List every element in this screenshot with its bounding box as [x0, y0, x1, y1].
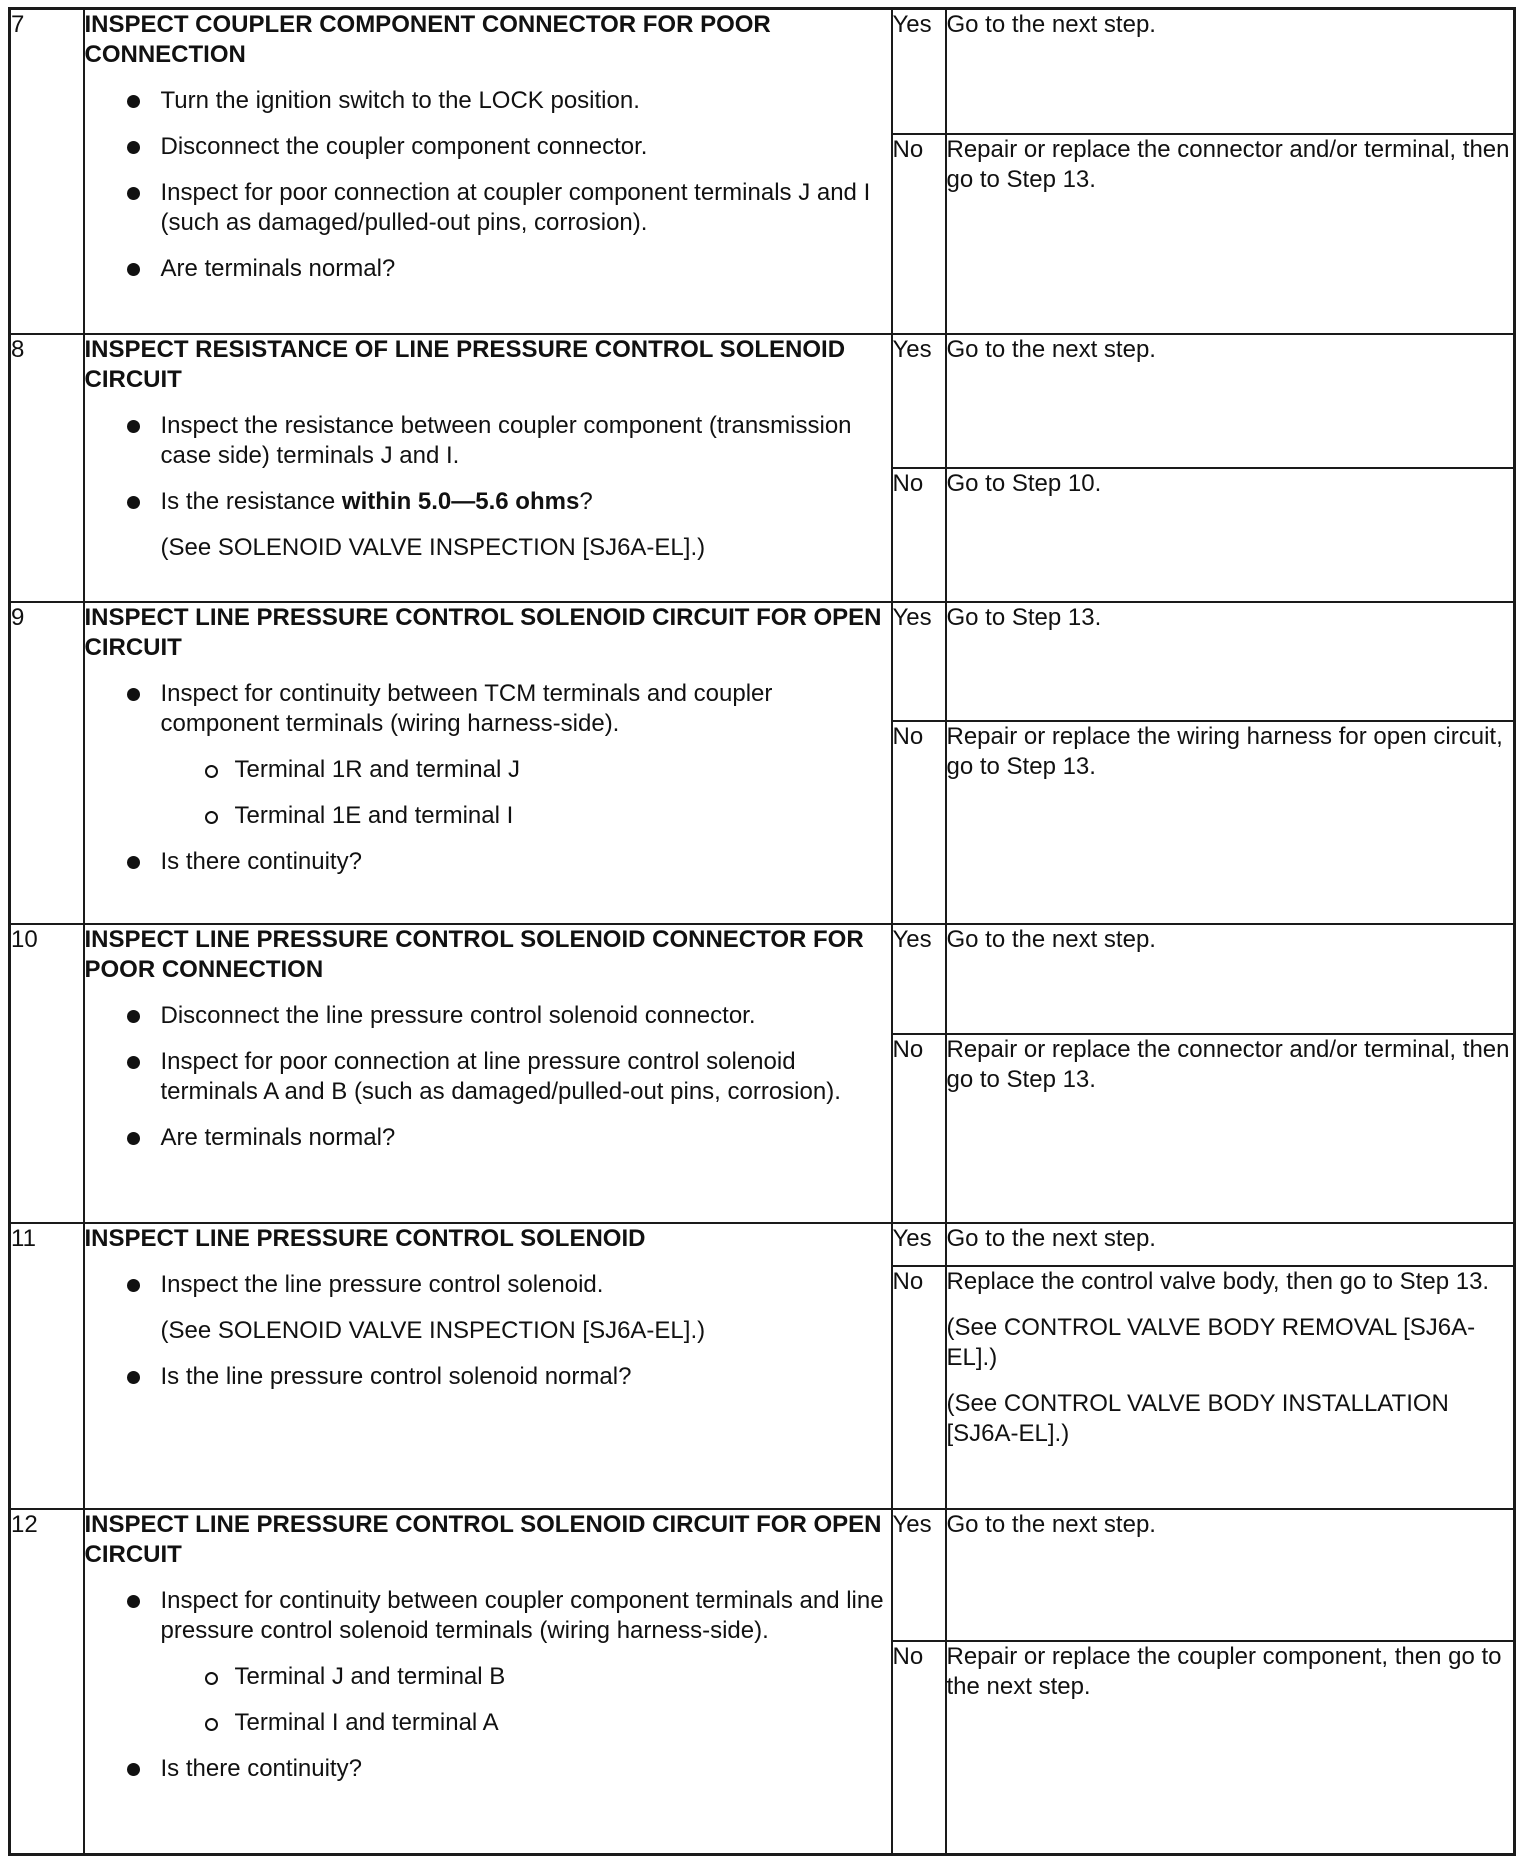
bullet-item: Are terminals normal? — [85, 1123, 891, 1153]
no-result: Repair or replace the wiring harness for open circuit, go to Step 13. — [946, 721, 1515, 924]
no-label: No — [892, 721, 946, 924]
step-9-yes-row — [10, 602, 1515, 721]
no-label: No — [892, 1641, 946, 1855]
step-12-yes-row — [10, 1509, 1515, 1641]
yes-result: Go to the next step. — [946, 1223, 1515, 1266]
bullet-item: Disconnect the coupler component connector. — [85, 132, 891, 162]
step-11-action — [84, 1223, 892, 1509]
sub-bullet-item: Terminal 1E and terminal I — [85, 801, 891, 831]
sub-bullet-item: Terminal 1R and terminal J — [85, 755, 891, 785]
bullet-item: Inspect for poor connection at line pressure control solenoid terminals A and B (such as damaged/pulled-out pins, corrosion). — [85, 1047, 891, 1107]
no-result: Repair or replace the coupler component, then go to the next step. — [946, 1641, 1515, 1855]
yes-result: Go to Step 13. — [946, 602, 1515, 721]
no-result: Repair or replace the connector and/or terminal, then go to Step 13. — [946, 1034, 1515, 1223]
step-number: 7 — [10, 9, 84, 334]
diagnostic-procedure-table — [8, 7, 1516, 1856]
yes-label: Yes — [892, 1223, 946, 1266]
reference-note: (See CONTROL VALVE BODY INSTALLATION [SJ6A-EL].) — [946, 1389, 1449, 1447]
no-result: Replace the control valve body, then go to Step 13. — [946, 1267, 1490, 1295]
step-8-yes-row — [10, 334, 1515, 468]
no-label: No — [892, 1034, 946, 1223]
step-7-action — [84, 9, 892, 334]
step-title: INSPECT LINE PRESSURE CONTROL SOLENOID — [84, 1224, 646, 1252]
yes-result: Go to the next step. — [946, 1509, 1515, 1641]
bullet-item: Is there continuity? — [85, 847, 891, 877]
step-number: 9 — [10, 602, 84, 924]
yes-label: Yes — [892, 602, 946, 721]
no-result: Repair or replace the connector and/or terminal, then go to Step 13. — [946, 134, 1515, 334]
step-9-action — [84, 602, 892, 924]
step-11-yes-row — [10, 1223, 1515, 1266]
no-result-list — [946, 1266, 1515, 1509]
yes-label: Yes — [892, 924, 946, 1034]
step-title: INSPECT LINE PRESSURE CONTROL SOLENOID CIRCUIT FOR OPEN CIRCUIT — [84, 1510, 882, 1568]
step-10-action — [84, 924, 892, 1223]
step-number: 12 — [10, 1509, 84, 1855]
bullet-item: Inspect the resistance between coupler component (transmission case side) terminals J and I. — [85, 411, 891, 471]
bullet-item: Are terminals normal? — [85, 254, 891, 284]
step-title: INSPECT LINE PRESSURE CONTROL SOLENOID CONNECTOR FOR POOR CONNECTION — [84, 925, 864, 983]
yes-label: Yes — [892, 334, 946, 468]
reference-note: (See SOLENOID VALVE INSPECTION [SJ6A-EL].) — [160, 1316, 706, 1344]
yes-result: Go to the next step. — [946, 334, 1515, 468]
bullet-text: ? — [579, 487, 593, 515]
bullet-item: Inspect for poor connection at coupler component terminals J and I (such as damaged/pulled-out pins, corrosion). — [85, 178, 891, 238]
step-title: INSPECT LINE PRESSURE CONTROL SOLENOID CIRCUIT FOR OPEN CIRCUIT — [84, 603, 882, 661]
bullet-item: Disconnect the line pressure control solenoid connector. — [85, 1001, 891, 1031]
bullet-item: Is there continuity? — [85, 1754, 891, 1784]
yes-result: Go to the next step. — [946, 9, 1515, 134]
sub-bullet-item: Terminal J and terminal B — [85, 1662, 891, 1692]
bullet-item: Inspect for continuity between coupler component terminals and line pressure control solenoid terminals (wiring harness-side). — [85, 1586, 891, 1646]
step-number: 10 — [10, 924, 84, 1223]
step-title: INSPECT RESISTANCE OF LINE PRESSURE CONTROL SOLENOID CIRCUIT — [84, 335, 846, 393]
bullet-item: Is the line pressure control solenoid normal? — [85, 1362, 891, 1392]
step-number: 11 — [10, 1223, 84, 1509]
step-12-action — [84, 1509, 892, 1855]
step-number: 8 — [10, 334, 84, 602]
yes-label: Yes — [892, 9, 946, 134]
step-title: INSPECT COUPLER COMPONENT CONNECTOR FOR POOR CONNECTION — [84, 11, 771, 68]
step-10-yes-row — [10, 924, 1515, 1034]
no-result: Go to Step 10. — [946, 468, 1515, 602]
bullet-item: Inspect for continuity between TCM terminals and coupler component terminals (wiring harness-side). — [85, 679, 891, 739]
step-7-yes-row — [10, 9, 1515, 134]
bullet-item: Inspect the line pressure control solenoid. — [85, 1270, 891, 1300]
no-label: No — [892, 468, 946, 602]
reference-note: (See SOLENOID VALVE INSPECTION [SJ6A-EL].) — [160, 533, 706, 561]
yes-label: Yes — [892, 1509, 946, 1641]
reference-note: (See CONTROL VALVE BODY REMOVAL [SJ6A-EL].) — [946, 1313, 1476, 1371]
yes-result: Go to the next step. — [946, 924, 1515, 1034]
bullet-item — [85, 487, 891, 517]
bullet-text: Is the resistance — [160, 487, 342, 515]
resistance-spec: within 5.0—5.6 ohms — [341, 487, 580, 515]
bullet-item: Turn the ignition switch to the LOCK position. — [85, 86, 891, 116]
no-label: No — [892, 134, 946, 334]
sub-bullet-item: Terminal I and terminal A — [85, 1708, 891, 1738]
step-8-action — [84, 334, 892, 602]
no-label: No — [892, 1266, 946, 1509]
